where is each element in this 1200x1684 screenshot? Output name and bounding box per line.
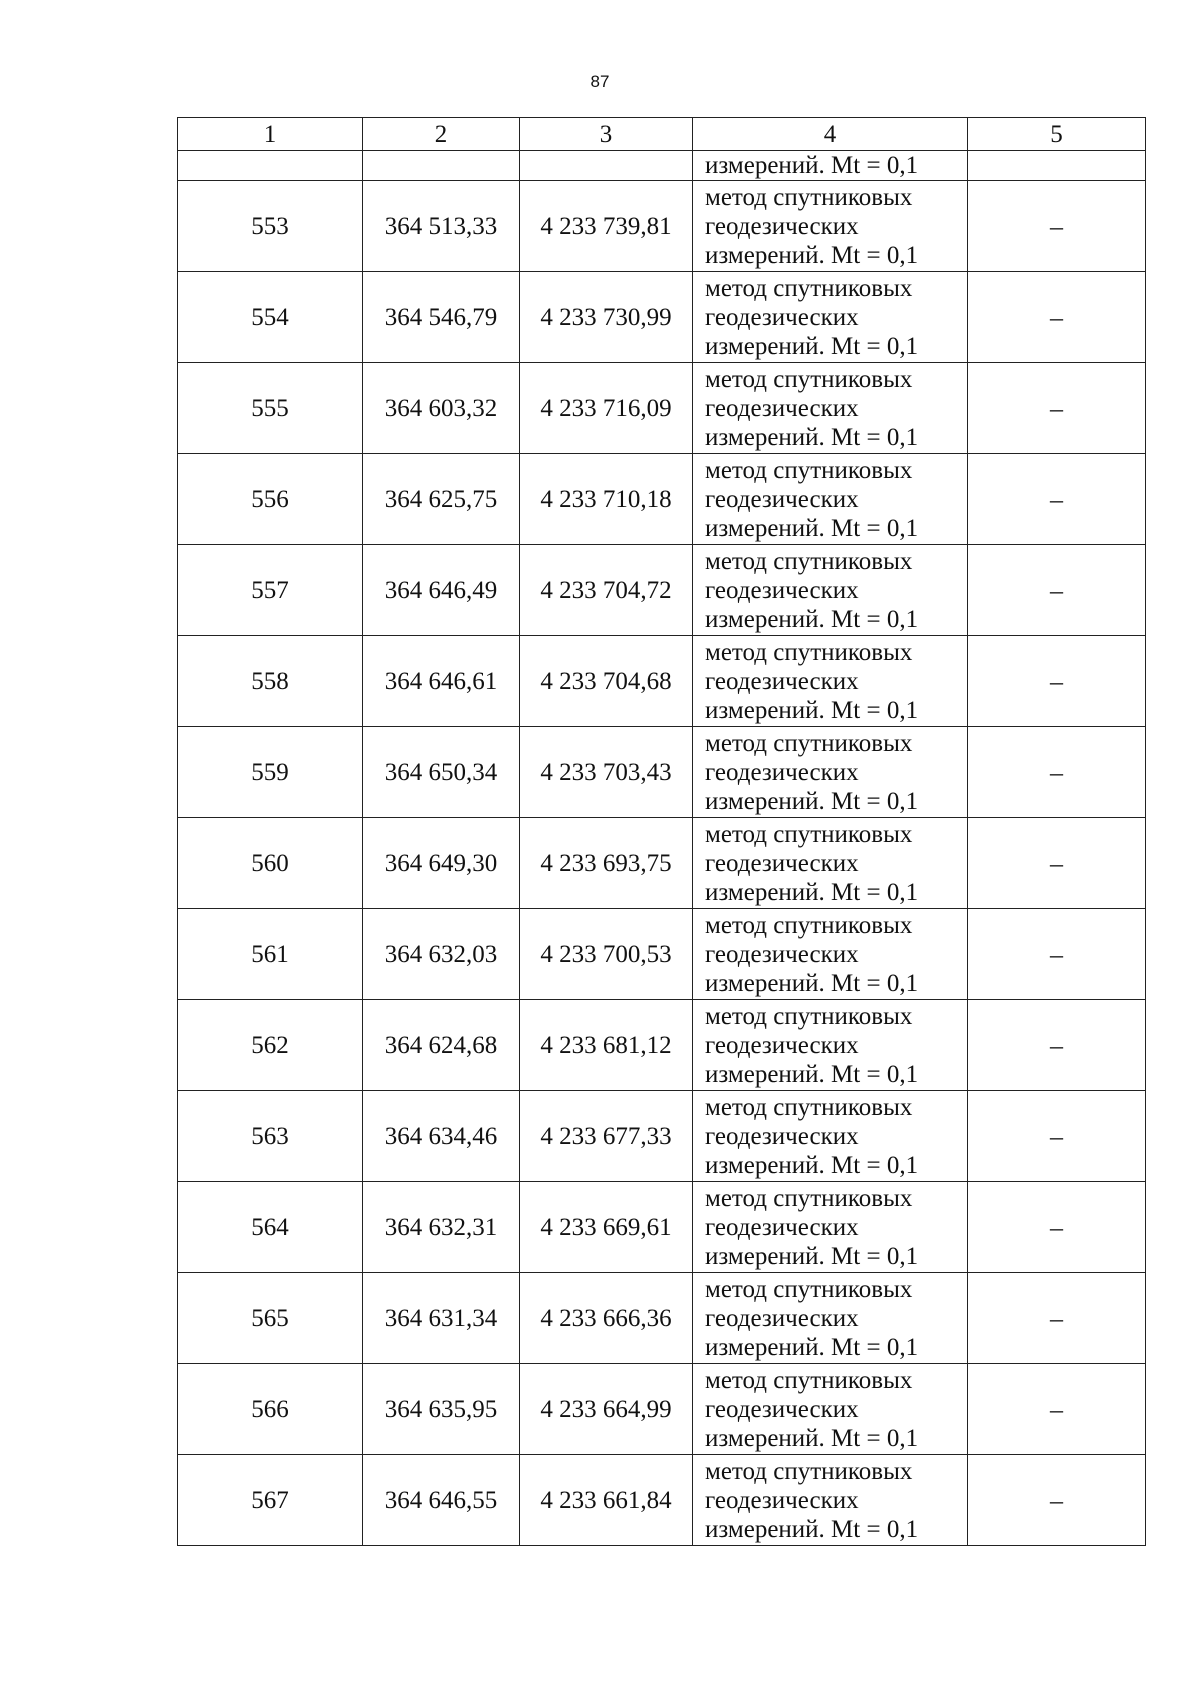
y-coordinate-cell: 4 233 730,99	[520, 272, 693, 363]
y-coordinate-cell: 4 233 700,53	[520, 909, 693, 1000]
method-line: измерений. Mt = 0,1	[705, 1242, 919, 1270]
page-number: 87	[590, 72, 610, 91]
table-row	[178, 818, 1146, 909]
method-line: метод спутниковых	[705, 1457, 913, 1485]
column-header-5: 5	[968, 118, 1146, 151]
point-number-cell: 558	[178, 636, 363, 727]
method-line: метод спутниковых	[705, 183, 913, 211]
table-body	[178, 151, 1146, 1546]
method-line: геодезических	[705, 667, 859, 695]
method-line: геодезических	[705, 940, 859, 968]
note-cell: –	[968, 909, 1146, 1000]
y-coordinate-cell: 4 233 703,43	[520, 727, 693, 818]
method-line: метод спутниковых	[705, 1184, 913, 1212]
y-coordinate-cell: 4 233 693,75	[520, 818, 693, 909]
y-coordinate-cell: 4 233 704,72	[520, 545, 693, 636]
method-line: измерений. Mt = 0,1	[705, 787, 919, 815]
method-cell	[693, 454, 968, 545]
method-cell	[693, 1000, 968, 1091]
method-line: метод спутниковых	[705, 1366, 913, 1394]
point-number-cell: 556	[178, 454, 363, 545]
method-line: геодезических	[705, 849, 859, 877]
x-coordinate-cell: 364 632,03	[363, 909, 520, 1000]
table-row	[178, 636, 1146, 727]
note-cell: –	[968, 1273, 1146, 1364]
table-row	[178, 272, 1146, 363]
method-line: геодезических	[705, 394, 859, 422]
method-cell	[693, 363, 968, 454]
note-cell: –	[968, 545, 1146, 636]
y-coordinate-cell: 4 233 666,36	[520, 1273, 693, 1364]
y-coordinate-cell: 4 233 661,84	[520, 1455, 693, 1546]
table-row	[178, 1091, 1146, 1182]
x-coordinate-cell: 364 631,34	[363, 1273, 520, 1364]
x-coordinate-cell: 364 625,75	[363, 454, 520, 545]
method-line: метод спутниковых	[705, 274, 913, 302]
x-coordinate-cell: 364 635,95	[363, 1364, 520, 1455]
note-cell: –	[968, 363, 1146, 454]
method-line: метод спутниковых	[705, 547, 913, 575]
method-line: геодезических	[705, 1486, 859, 1514]
column-header-3: 3	[520, 118, 693, 151]
continuation-cell-5	[968, 151, 1146, 181]
x-coordinate-cell: 364 624,68	[363, 1000, 520, 1091]
table-row	[178, 545, 1146, 636]
method-cell	[693, 545, 968, 636]
note-cell: –	[968, 1000, 1146, 1091]
note-cell: –	[968, 1091, 1146, 1182]
method-line: измерений. Mt = 0,1	[705, 696, 919, 724]
method-line: метод спутниковых	[705, 1093, 913, 1121]
table-row	[178, 363, 1146, 454]
method-line: метод спутниковых	[705, 820, 913, 848]
method-cell	[693, 1182, 968, 1273]
y-coordinate-cell: 4 233 739,81	[520, 181, 693, 272]
method-line: метод спутниковых	[705, 1275, 913, 1303]
method-line: измерений. Mt = 0,1	[705, 878, 919, 906]
y-coordinate-cell: 4 233 716,09	[520, 363, 693, 454]
method-line: метод спутниковых	[705, 365, 913, 393]
method-line: геодезических	[705, 1122, 859, 1150]
continuation-cell-3	[520, 151, 693, 181]
method-cell	[693, 181, 968, 272]
y-coordinate-cell: 4 233 677,33	[520, 1091, 693, 1182]
method-line: метод спутниковых	[705, 638, 913, 666]
method-line: измерений. Mt = 0,1	[705, 1151, 919, 1179]
x-coordinate-cell: 364 650,34	[363, 727, 520, 818]
note-cell: –	[968, 636, 1146, 727]
method-line: метод спутниковых	[705, 729, 913, 757]
method-cell	[693, 636, 968, 727]
continuation-cell-2	[363, 151, 520, 181]
y-coordinate-cell: 4 233 669,61	[520, 1182, 693, 1273]
method-line: геодезических	[705, 485, 859, 513]
point-number-cell: 557	[178, 545, 363, 636]
point-number-cell: 564	[178, 1182, 363, 1273]
method-cell	[693, 272, 968, 363]
table-row	[178, 1364, 1146, 1455]
method-line: измерений. Mt = 0,1	[705, 605, 919, 633]
note-cell: –	[968, 727, 1146, 818]
method-cell	[693, 1364, 968, 1455]
x-coordinate-cell: 364 646,61	[363, 636, 520, 727]
method-cell	[693, 1273, 968, 1364]
table-row	[178, 909, 1146, 1000]
method-cell	[693, 1091, 968, 1182]
point-number-cell: 559	[178, 727, 363, 818]
method-line: метод спутниковых	[705, 911, 913, 939]
method-line: измерений. Mt = 0,1	[705, 423, 919, 451]
header-row	[178, 118, 1146, 151]
point-number-cell: 565	[178, 1273, 363, 1364]
coordinates-table	[177, 117, 1146, 1546]
x-coordinate-cell: 364 513,33	[363, 181, 520, 272]
note-cell: –	[968, 1364, 1146, 1455]
x-coordinate-cell: 364 546,79	[363, 272, 520, 363]
note-cell: –	[968, 454, 1146, 545]
continuation-cell-1	[178, 151, 363, 181]
method-line: геодезических	[705, 1031, 859, 1059]
y-coordinate-cell: 4 233 704,68	[520, 636, 693, 727]
column-header-1: 1	[178, 118, 363, 151]
method-line: геодезических	[705, 576, 859, 604]
y-coordinate-cell: 4 233 710,18	[520, 454, 693, 545]
point-number-cell: 560	[178, 818, 363, 909]
x-coordinate-cell: 364 649,30	[363, 818, 520, 909]
note-cell: –	[968, 1455, 1146, 1546]
x-coordinate-cell: 364 603,32	[363, 363, 520, 454]
x-coordinate-cell: 364 646,49	[363, 545, 520, 636]
method-line: геодезических	[705, 303, 859, 331]
method-line: измерений. Mt = 0,1	[705, 1515, 919, 1543]
column-header-4: 4	[693, 118, 968, 151]
table-row	[178, 1455, 1146, 1546]
method-line: измерений. Mt = 0,1	[705, 514, 919, 542]
method-line: измерений. Mt = 0,1	[705, 969, 919, 997]
method-line: метод спутниковых	[705, 456, 913, 484]
note-cell: –	[968, 272, 1146, 363]
method-line: метод спутниковых	[705, 1002, 913, 1030]
continuation-method-cell: измерений. Mt = 0,1	[693, 151, 968, 181]
method-line: измерений. Mt = 0,1	[705, 1060, 919, 1088]
method-line: геодезических	[705, 1395, 859, 1423]
point-number-cell: 553	[178, 181, 363, 272]
method-line: измерений. Mt = 0,1	[705, 1333, 919, 1361]
note-cell: –	[968, 1182, 1146, 1273]
method-cell	[693, 909, 968, 1000]
table-row	[178, 1273, 1146, 1364]
method-line: измерений. Mt = 0,1	[705, 332, 919, 360]
method-line: геодезических	[705, 758, 859, 786]
method-line: геодезических	[705, 212, 859, 240]
point-number-cell: 566	[178, 1364, 363, 1455]
note-cell: –	[968, 181, 1146, 272]
point-number-cell: 561	[178, 909, 363, 1000]
table-row	[178, 181, 1146, 272]
continuation-row	[178, 151, 1146, 181]
method-line: геодезических	[705, 1304, 859, 1332]
point-number-cell: 554	[178, 272, 363, 363]
table-row	[178, 1000, 1146, 1091]
table-row	[178, 454, 1146, 545]
method-cell	[693, 727, 968, 818]
method-cell	[693, 818, 968, 909]
x-coordinate-cell: 364 634,46	[363, 1091, 520, 1182]
point-number-cell: 563	[178, 1091, 363, 1182]
y-coordinate-cell: 4 233 681,12	[520, 1000, 693, 1091]
y-coordinate-cell: 4 233 664,99	[520, 1364, 693, 1455]
point-number-cell: 562	[178, 1000, 363, 1091]
method-line: измерений. Mt = 0,1	[705, 241, 919, 269]
column-header-2: 2	[363, 118, 520, 151]
table-row	[178, 727, 1146, 818]
point-number-cell: 567	[178, 1455, 363, 1546]
x-coordinate-cell: 364 632,31	[363, 1182, 520, 1273]
x-coordinate-cell: 364 646,55	[363, 1455, 520, 1546]
method-cell	[693, 1455, 968, 1546]
point-number-cell: 555	[178, 363, 363, 454]
method-line: геодезических	[705, 1213, 859, 1241]
method-line: измерений. Mt = 0,1	[705, 1424, 919, 1452]
note-cell: –	[968, 818, 1146, 909]
table-row	[178, 1182, 1146, 1273]
